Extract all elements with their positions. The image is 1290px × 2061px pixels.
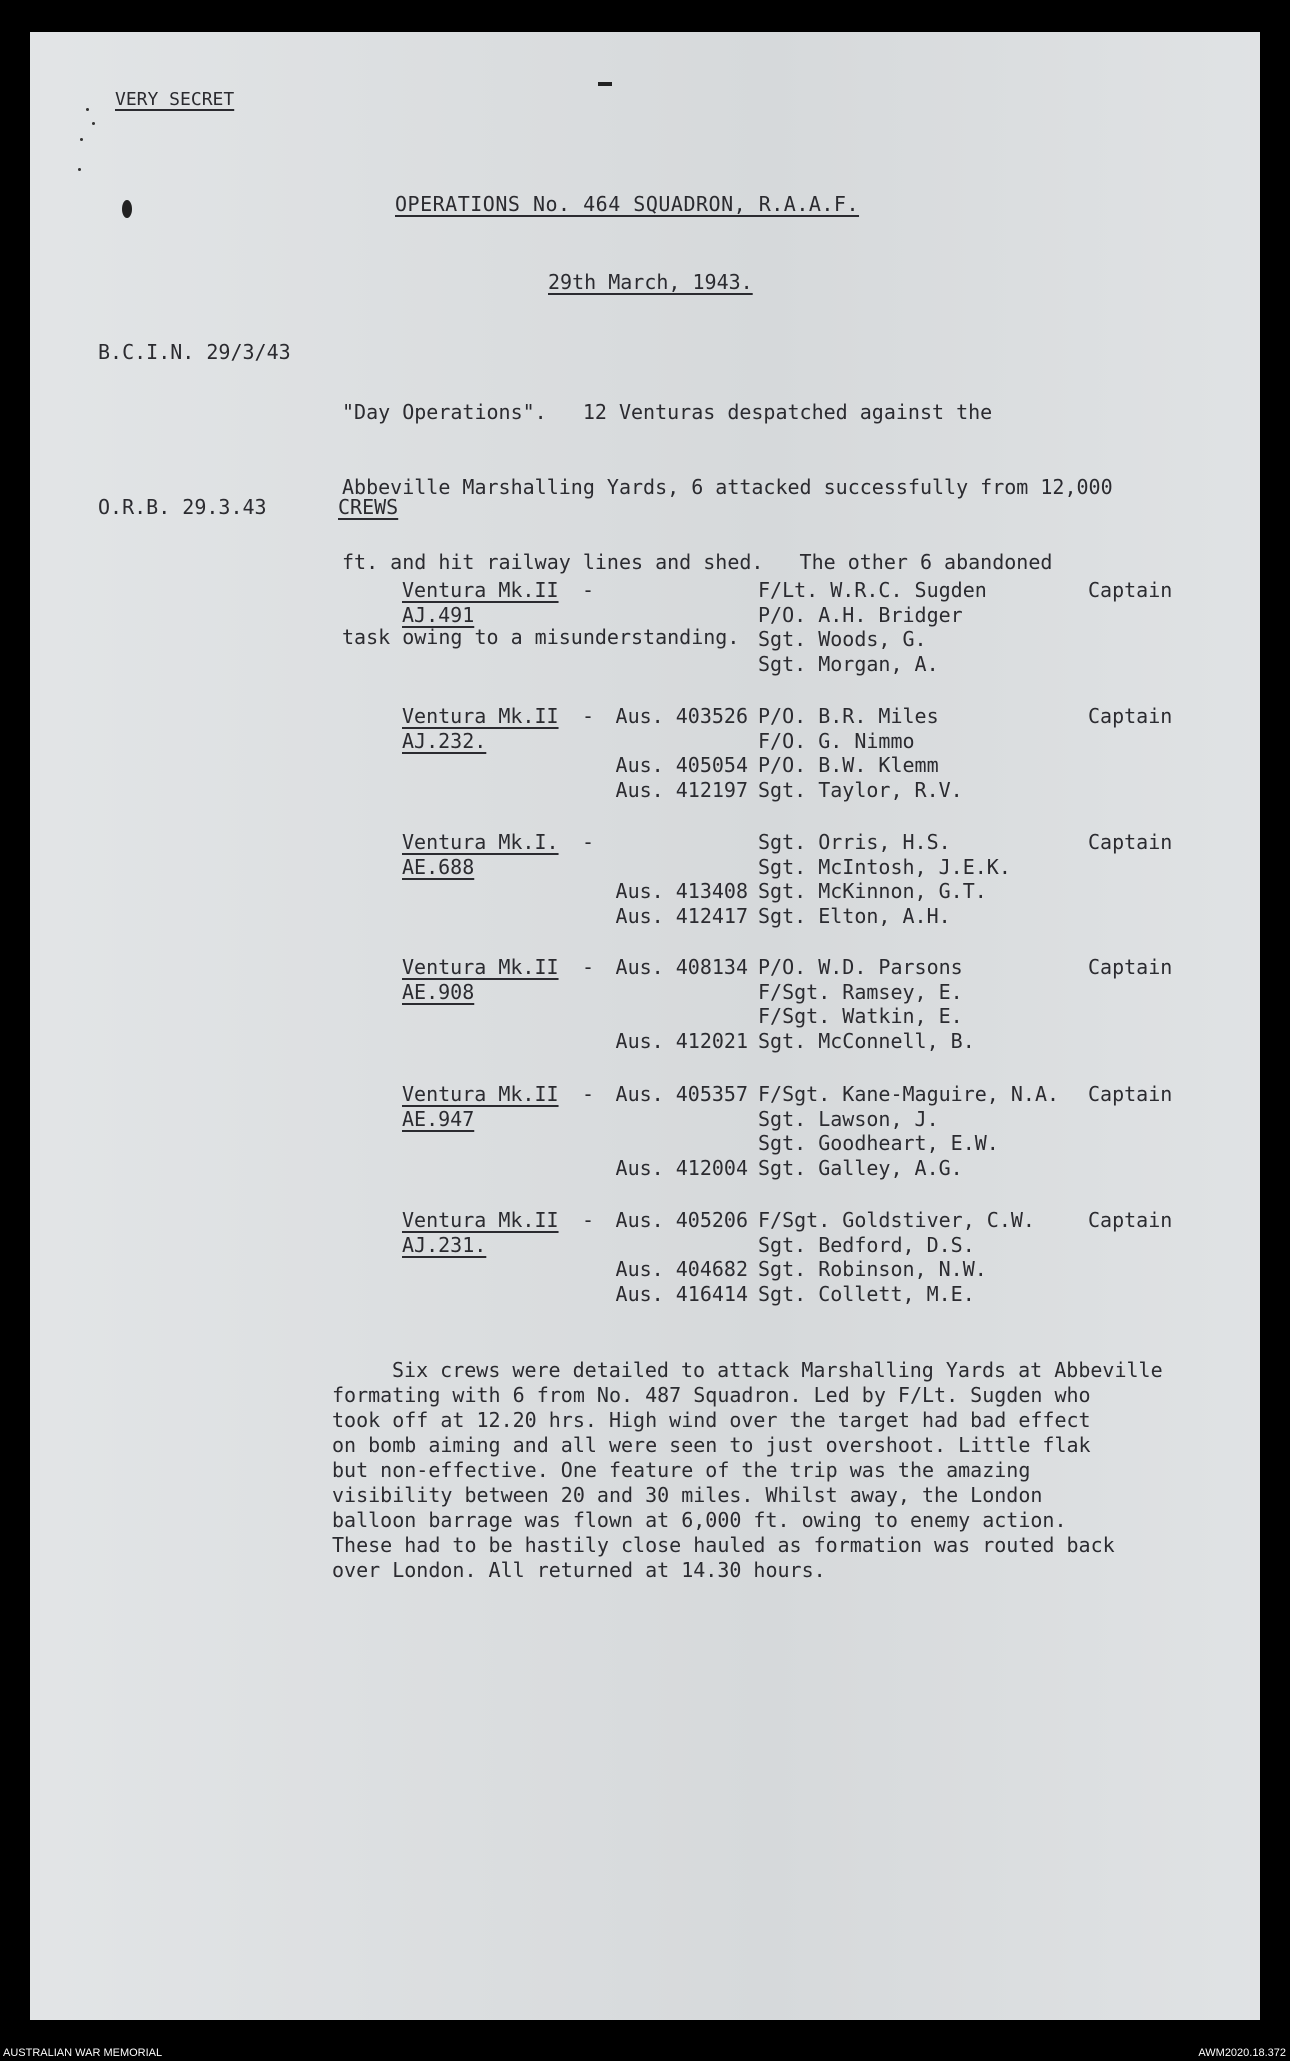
aircraft-type: Ventura Mk.II <box>402 955 559 979</box>
aircraft-serial: AJ.491 <box>402 602 475 627</box>
document-date: 29th March, 1943. <box>548 270 753 294</box>
crews-heading: CREWS <box>338 495 399 519</box>
aircraft-serial: AJ.231. <box>402 1232 487 1257</box>
service-number: Aus. 413408 <box>615 879 748 903</box>
aircraft-serial: AE.908 <box>402 979 475 1004</box>
summary-line: "Day Operations". 12 Venturas despatched against the <box>342 400 993 424</box>
summary-line: ft. and hit railway lines and shed. The other 6 abandoned <box>342 550 1053 574</box>
service-number: Aus. 412021 <box>615 1028 748 1053</box>
crew-role: Captain <box>1088 578 1173 602</box>
document-page <box>30 32 1260 2020</box>
crew-member-name: F/O. G. Nimmo <box>758 728 915 753</box>
document-title: OPERATIONS No. 464 SQUADRON, R.A.A.F. <box>395 192 860 216</box>
narrative-line: over London. All returned at 14.30 hours. <box>332 1558 826 1582</box>
reference-bcin: B.C.I.N. 29/3/43 <box>98 340 291 364</box>
crew-member-name: Sgt. Taylor, R.V. <box>758 777 963 802</box>
aircraft-serial: AE.688 <box>402 854 475 879</box>
narrative-paragraph <box>332 1358 1232 1583</box>
crew-member-name: Sgt. Goodheart, E.W. <box>758 1131 999 1155</box>
narrative-line: visibility between 20 and 30 miles. Whilst away, the London <box>332 1483 1043 1507</box>
narrative-line: These had to be hastily close hauled as formation was routed back <box>332 1533 1115 1557</box>
service-number: Aus. 405054 <box>615 753 748 777</box>
crew-member-name: F/Lt. W.R.C. Sugden <box>758 578 987 602</box>
service-number: Aus. 412004 <box>615 1155 748 1180</box>
narrative-line: Six crews were detailed to attack Marshalling Yards at Abbeville <box>392 1358 1163 1382</box>
crew-member-name: F/Sgt. Ramsey, E. <box>758 979 963 1004</box>
crew-member-name: Sgt. McIntosh, J.E.K. <box>758 854 1011 879</box>
crew-role: Captain <box>1088 955 1173 979</box>
crew-role: Captain <box>1088 1208 1173 1232</box>
crew-member-name: Sgt. McConnell, B. <box>758 1028 975 1053</box>
aircraft-dash: - <box>582 578 595 602</box>
crew-member-name: Sgt. Elton, A.H. <box>758 903 951 928</box>
speckle <box>86 108 89 111</box>
speckle <box>80 138 83 141</box>
service-number: Aus. 412417 <box>615 903 748 928</box>
service-number: Aus. 404682 <box>615 1257 748 1281</box>
service-number: Aus. 405206 <box>615 1208 748 1232</box>
service-number: Aus. 412197 <box>615 777 748 802</box>
speckle <box>78 168 81 171</box>
crew-member-name: P/O. A.H. Bridger <box>758 602 963 627</box>
aircraft-type: Ventura Mk.II <box>402 1208 559 1232</box>
aircraft-dash: - <box>582 1082 595 1106</box>
summary-line: Abbeville Marshalling Yards, 6 attacked successfully from 12,000 <box>342 475 1113 499</box>
crew-member-name: Sgt. Collett, M.E. <box>758 1281 975 1306</box>
crew-member-name: P/O. W.D. Parsons <box>758 955 963 979</box>
reference-orb: O.R.B. 29.3.43 <box>98 495 267 519</box>
footer-institution: AUSTRALIAN WAR MEMORIAL <box>3 2047 163 2059</box>
crew-role: Captain <box>1088 1082 1173 1106</box>
service-number: Aus. 408134 <box>615 955 748 979</box>
aircraft-type: Ventura Mk.II <box>402 704 559 728</box>
footer-accession: AWM2020.18.372 <box>1198 2047 1286 2059</box>
aircraft-type: Ventura Mk.II <box>402 1082 559 1106</box>
aircraft-type: Ventura Mk.I. <box>402 830 559 854</box>
service-number: Aus. 416414 <box>615 1281 748 1306</box>
aircraft-type: Ventura Mk.II <box>402 578 559 602</box>
punch-hole-mark <box>122 200 132 218</box>
aircraft-dash: - <box>582 955 595 979</box>
crew-role: Captain <box>1088 830 1173 854</box>
service-number: Aus. 405357 <box>615 1082 748 1106</box>
crew-member-name: P/O. B.W. Klemm <box>758 753 939 777</box>
narrative-line: on bomb aiming and all were seen to just overshoot. Little flak <box>332 1433 1091 1457</box>
narrative-line: balloon barrage was flown at 6,000 ft. owing to enemy action. <box>332 1508 1067 1532</box>
narrative-line: took off at 12.20 hrs. High wind over the target had bad effect <box>332 1408 1091 1432</box>
narrative-line: formating with 6 from No. 487 Squadron. Led by F/Lt. Sugden who <box>332 1383 1091 1407</box>
service-number: Aus. 403526 <box>615 704 748 728</box>
crew-member-name: Sgt. Robinson, N.W. <box>758 1257 987 1281</box>
aircraft-serial: AJ.232. <box>402 728 487 753</box>
crew-member-name: F/Sgt. Watkin, E. <box>758 1004 963 1028</box>
aircraft-dash: - <box>582 830 595 854</box>
classification-label: VERY SECRET <box>115 89 235 110</box>
crew-member-name: Sgt. Galley, A.G. <box>758 1155 963 1180</box>
crew-member-name: P/O. B.R. Miles <box>758 704 939 728</box>
crew-member-name: Sgt. Orris, H.S. <box>758 830 951 854</box>
speckle <box>92 122 95 125</box>
crew-role: Captain <box>1088 704 1173 728</box>
punch-mark <box>598 82 612 86</box>
crew-member-name: F/Sgt. Goldstiver, C.W. <box>758 1208 1035 1232</box>
aircraft-dash: - <box>582 704 595 728</box>
crew-member-name: Sgt. Morgan, A. <box>758 651 939 676</box>
crew-member-name: Sgt. Bedford, D.S. <box>758 1232 975 1257</box>
summary-line: task owing to a misunderstanding. <box>342 625 740 649</box>
aircraft-serial: AE.947 <box>402 1106 475 1131</box>
crew-member-name: Sgt. Woods, G. <box>758 627 927 651</box>
aircraft-dash: - <box>582 1208 595 1232</box>
crew-member-name: Sgt. Lawson, J. <box>758 1106 939 1131</box>
narrative-line: but non-effective. One feature of the trip was the amazing <box>332 1458 1031 1482</box>
crew-member-name: F/Sgt. Kane-Maguire, N.A. <box>758 1082 1060 1106</box>
crew-member-name: Sgt. McKinnon, G.T. <box>758 879 987 903</box>
